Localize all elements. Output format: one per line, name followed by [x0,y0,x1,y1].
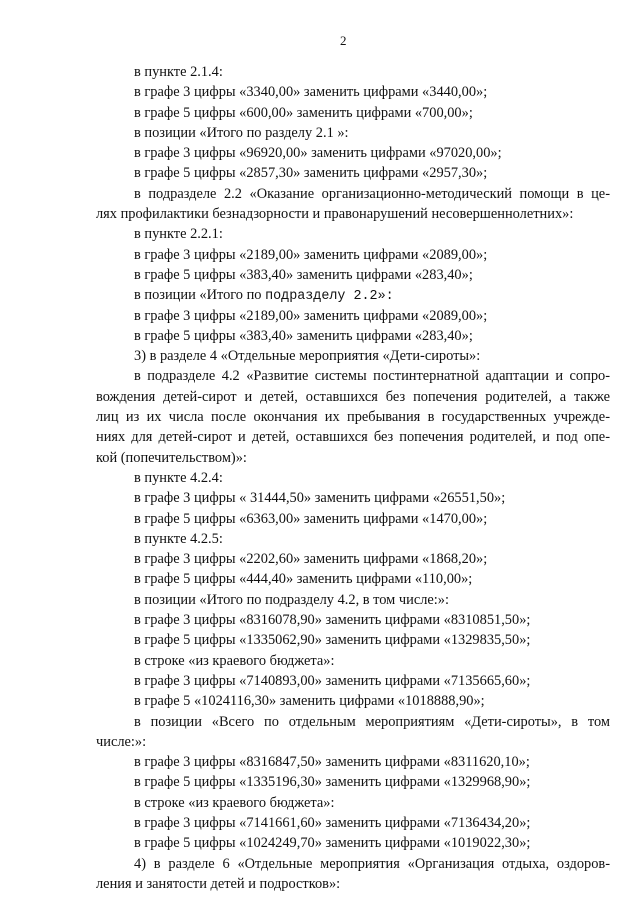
text-line: в пункте 2.2.1: [134,226,223,243]
text-line: в пункте 4.2.5: [134,530,223,547]
text-line: в графе 5 цифры «6363,00» заменить цифрами «1470,00»; [134,510,488,527]
text-line: 4) в разделе 6 «Отдельные мероприятия «Организация отдыха, оздоров- [134,855,610,872]
text-line: в подразделе 4.2 «Развитие системы постинтернатной адаптации и сопро- [134,368,610,385]
text-line: лях профилактики безнадзорности и правонарушений несовершеннолетних»: [96,206,574,223]
text-line: в позиции «Итого по разделу 2.1 »: [134,124,349,141]
text-line: числе:»: [96,733,147,750]
text-segment: в позиции «Итого по [134,287,266,304]
text-line: ления и занятости детей и подростков»: [96,875,341,892]
text-line: кой (попечительством)»: [96,449,247,466]
text-line: в графе 5 цифры «600,00» заменить цифрами «700,00»; [134,104,473,121]
text-line: ниях для детей-сирот и детей, оставшихся без попечения родителей, и под опе- [96,429,610,446]
text-line-mixed-font [96,285,610,305]
text-line: в пункте 2.1.4: [134,64,223,80]
text-line: в графе 3 цифры «7140893,00» заменить цифрами «7135665,60»; [134,672,531,689]
text-line: в подразделе 2.2 «Оказание организационно-методический помощи в це- [134,185,610,202]
document-body [96,62,610,894]
text-line: лиц из их числа после окончания их пребывания в государственных учрежде- [96,409,610,426]
text-line: в графе 5 цифры «444,40» заменить цифрами «110,00»; [134,571,473,588]
text-line: в графе 3 цифры «2202,60» заменить цифрами «1868,20»; [134,551,488,568]
text-line: в графе 5 цифры «383,40» заменить цифрами «283,40»; [134,327,473,344]
text-line: в графе 3 цифры «8316078,90» заменить цифрами «8310851,50»; [134,612,531,629]
page-number: 2 [340,33,347,48]
text-line: в графе 5 цифры «1335196,30» заменить цифрами «1329968,90»; [134,774,531,791]
text-line: в строке «из краевого бюджета»: [134,794,335,811]
text-line: в графе 5 цифры «1024249,70» заменить цифрами «1019022,30»; [134,835,531,852]
typewriter-text-segment: подразделу 2.2»: [265,289,394,305]
text-line: в графе 3 цифры «96920,00» заменить цифрами «97020,00»; [134,145,502,162]
text-line: в графе 5 цифры «1335062,90» заменить цифрами «1329835,50»; [134,632,531,649]
text-line: вождения детей-сирот и детей, оставшихся без попечения родителей, а также [96,388,610,405]
text-line: в строке «из краевого бюджета»: [134,652,335,669]
text-line: в позиции «Итого по подразделу 4.2, в том числе:»: [134,591,449,608]
text-line: в позиции «Всего по отдельным мероприятиям «Дети-сироты», в том [134,713,610,730]
text-line: 3) в разделе 4 «Отдельные мероприятия «Дети-сироты»: [134,348,481,365]
text-line: в графе 5 «1024116,30» заменить цифрами «1018888,90»; [134,693,485,710]
text-line: в графе 3 цифры «3340,00» заменить цифрами «3440,00»; [134,84,488,101]
text-line: в графе 5 цифры «383,40» заменить цифрами «283,40»; [134,266,473,283]
text-line: в графе 3 цифры «8316847,50» заменить цифрами «8311620,10»; [134,754,530,771]
text-line: в графе 5 цифры «2857,30» заменить цифрами «2957,30»; [134,165,488,182]
text-line: в графе 3 цифры «2189,00» заменить цифрами «2089,00»; [134,246,488,263]
text-line: в графе 3 цифры «7141661,60» заменить цифрами «7136434,20»; [134,814,531,831]
text-line: в графе 3 цифры « 31444,50» заменить цифрами «26551,50»; [134,490,506,507]
text-line: в графе 3 цифры «2189,00» заменить цифрами «2089,00»; [134,307,488,324]
text-line: в пункте 4.2.4: [134,469,223,486]
